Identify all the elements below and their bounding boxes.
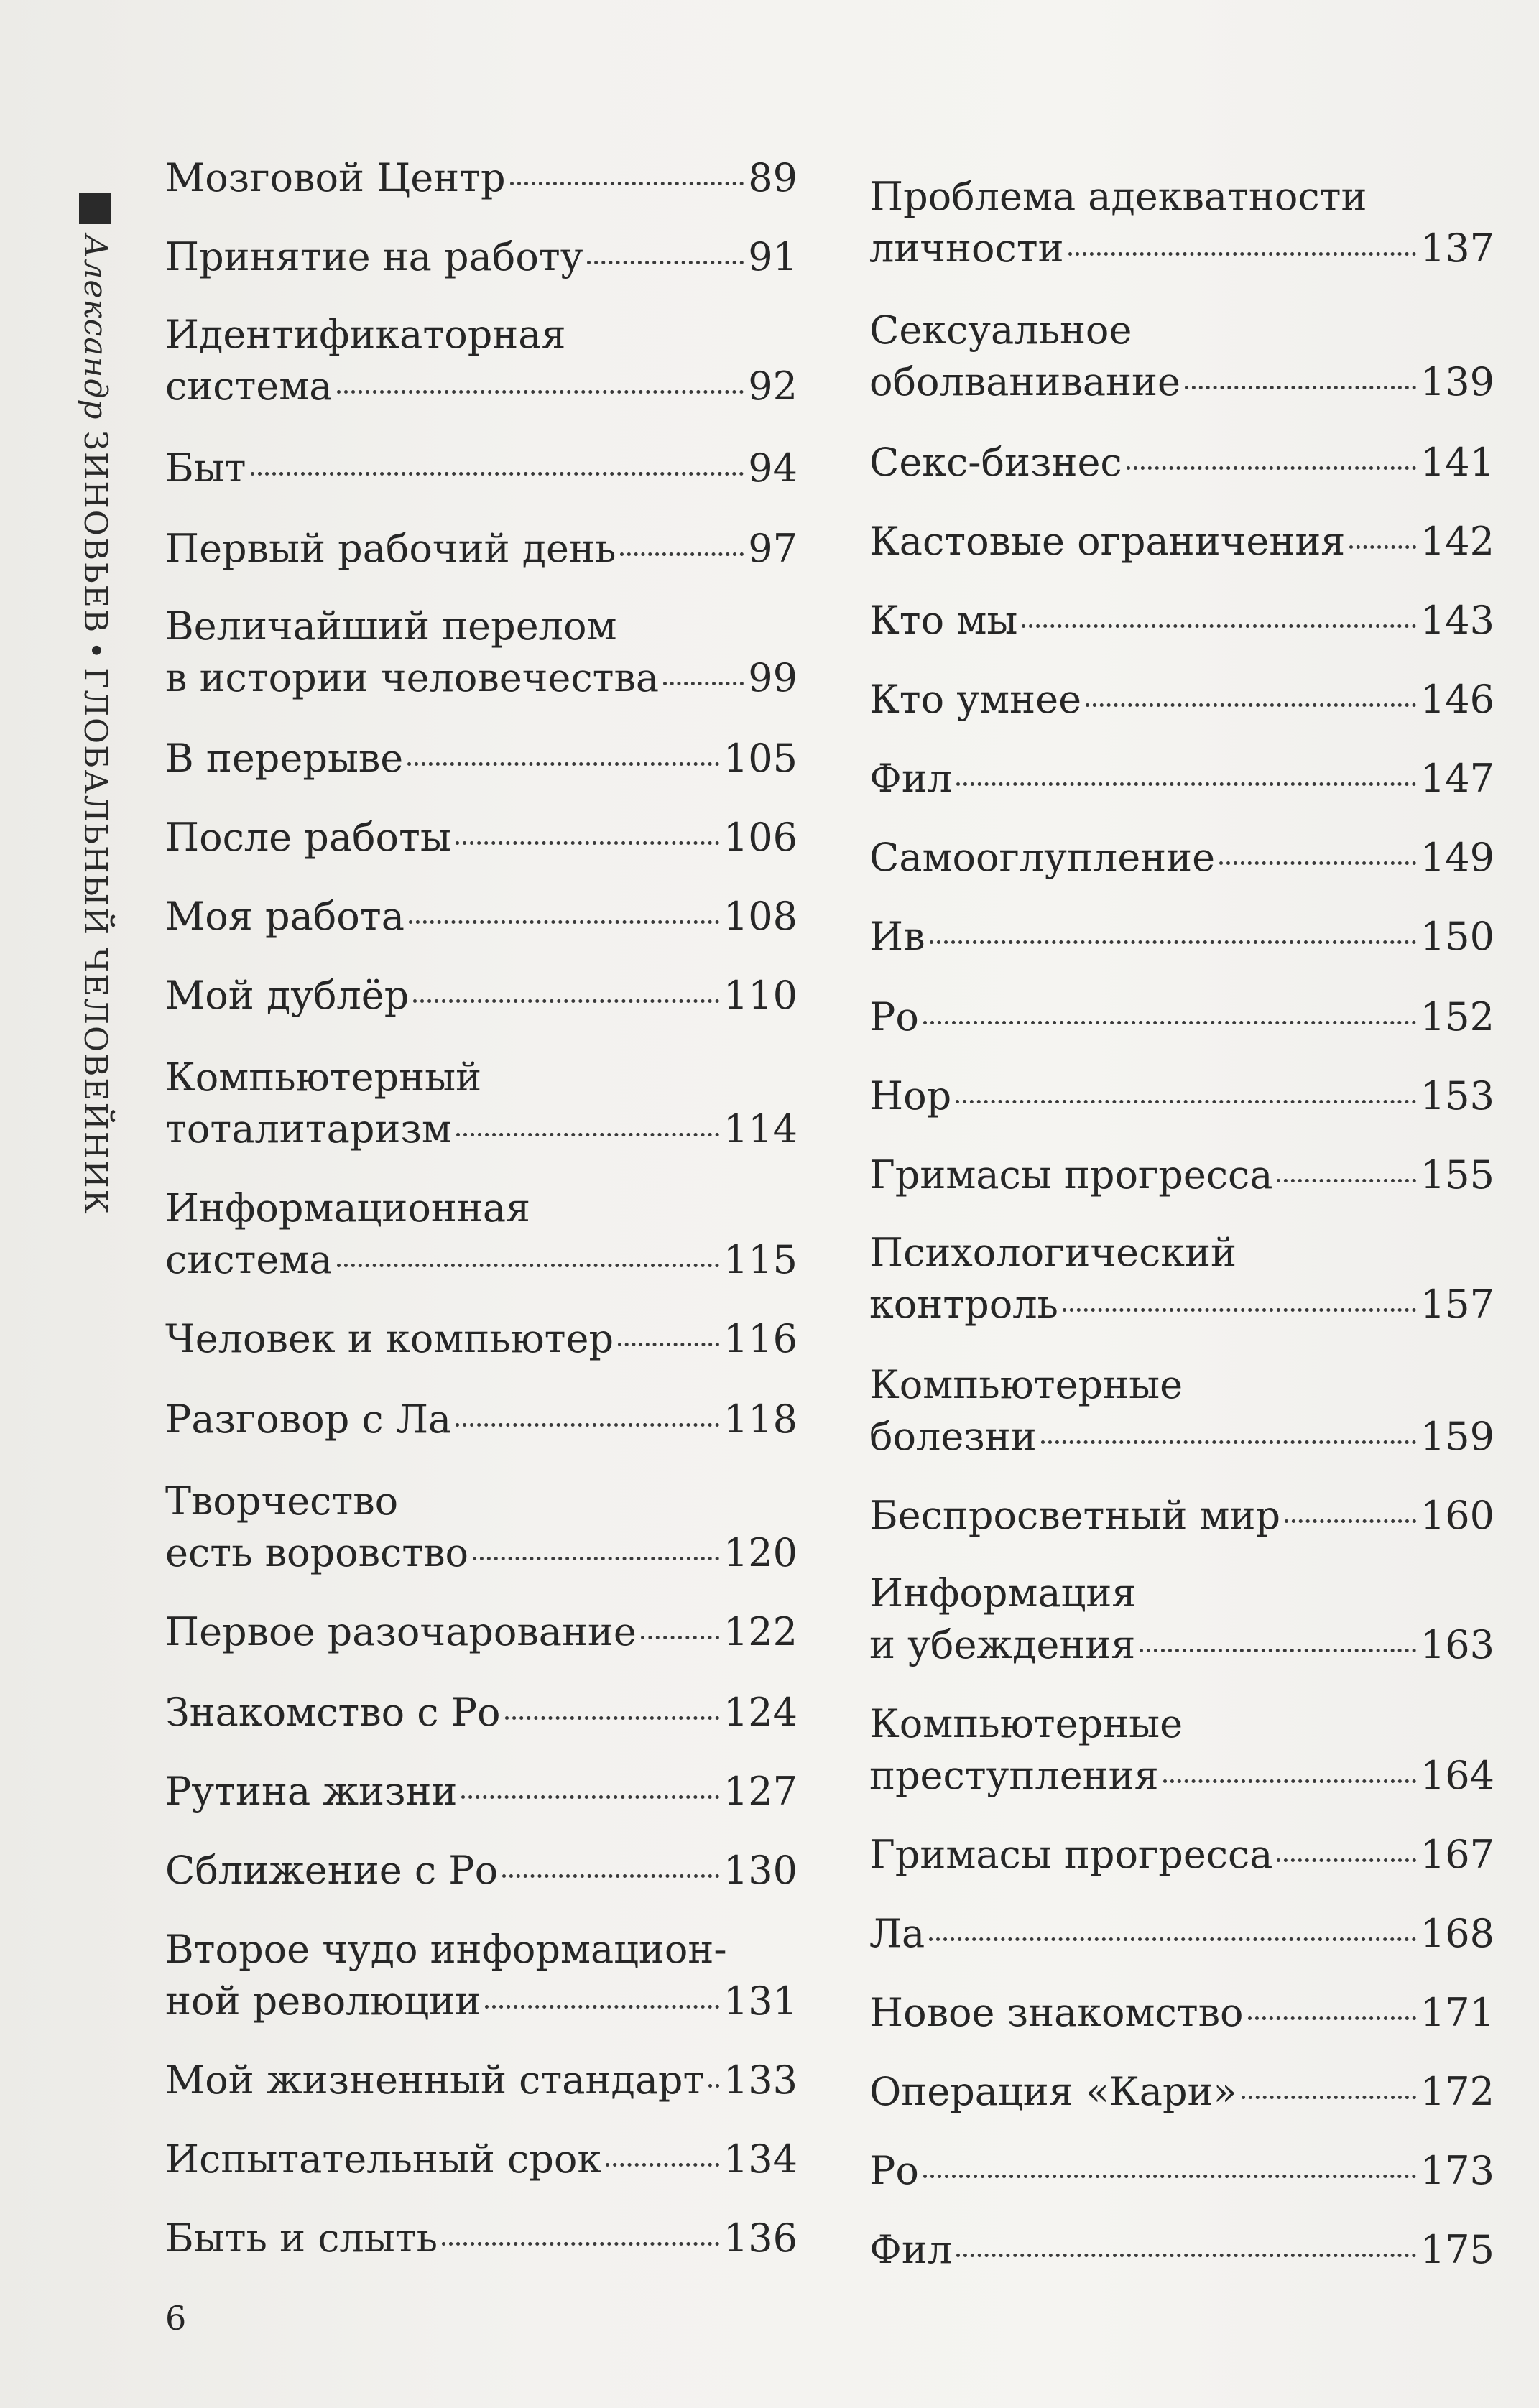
toc-entry-page: 143 [1420, 598, 1494, 643]
toc-entry-line [869, 2145, 1494, 2197]
toc-entry-title: Ро [869, 2148, 919, 2193]
toc-entry-line [165, 361, 798, 412]
toc-entry-title: Гримасы прогресса [869, 1832, 1273, 1877]
toc-entry-page: 94 [748, 445, 798, 491]
toc-entry-title: и убеждения [869, 1622, 1136, 1667]
toc-entry-title: Кто умнее [869, 677, 1082, 722]
toc-entry-title: в истории человечества [165, 655, 660, 700]
toc-entry-line [165, 1103, 798, 1155]
toc-entry-title: ной революции [165, 1978, 481, 2024]
toc-entry-page: 168 [1420, 1911, 1494, 1956]
toc-entry-title: Гримасы прогресса [869, 1152, 1273, 1198]
toc-entry-title: Фил [869, 2227, 953, 2272]
dot-leader [956, 782, 1416, 786]
toc-entry-line [869, 2066, 1494, 2118]
toc-entry[interactable] [165, 970, 798, 1022]
dot-leader [956, 2254, 1416, 2257]
dot-leader [1041, 1440, 1416, 1444]
dot-leader [956, 1100, 1416, 1103]
dot-leader [485, 2005, 719, 2009]
dot-leader [505, 1716, 719, 1720]
toc-entry[interactable] [869, 1698, 1494, 1802]
toc-entry-title-first-line: Компьютерные [869, 1362, 1183, 1407]
toc-entry[interactable] [869, 991, 1494, 1043]
toc-entry[interactable] [165, 523, 798, 575]
toc-entry-line [869, 753, 1494, 805]
toc-entry-line [869, 991, 1494, 1043]
dot-leader [620, 552, 744, 556]
dot-leader [708, 2084, 719, 2088]
toc-entry-title: Операция «Кари» [869, 2069, 1237, 2114]
toc-entry-title: Беспросветный мир [869, 1493, 1281, 1538]
toc-entry-title-first-line: Проблема адекватности [869, 174, 1367, 219]
toc-entry-title-first-line: Второе чудо информацион- [165, 1927, 727, 1972]
toc-entry-page: 133 [723, 2057, 798, 2103]
dot-leader [1248, 2016, 1416, 2020]
toc-entry-line [165, 1687, 798, 1738]
toc-entry-title-first-line: Творчество [165, 1478, 399, 1524]
dot-leader [641, 1636, 719, 1639]
toc-entry[interactable] [165, 1182, 798, 1286]
toc-entry[interactable] [165, 443, 798, 494]
toc-entry-page: 110 [723, 973, 798, 1018]
toc-entry[interactable] [165, 1394, 798, 1445]
toc-entry-line [165, 652, 798, 704]
toc-entry-title: Моя работа [165, 894, 405, 939]
dot-leader [502, 1874, 719, 1878]
toc-entry-page: 91 [748, 234, 798, 279]
toc-entry-page: 97 [748, 526, 798, 571]
toc-entry-page: 99 [748, 655, 798, 700]
toc-entry[interactable] [869, 2145, 1494, 2197]
toc-entry-page: 141 [1420, 440, 1494, 485]
toc-entry-page: 130 [723, 1848, 798, 1893]
toc-entry[interactable] [165, 733, 798, 784]
toc-entry-title: Знакомство с Ро [165, 1690, 501, 1735]
toc-entry[interactable] [165, 309, 798, 412]
toc-entry-page: 127 [723, 1769, 798, 1814]
running-header [77, 234, 114, 1312]
toc-entry-line [165, 152, 798, 204]
toc-entry-title: Мозговой Центр [165, 155, 506, 200]
toc-entry-page: 149 [1420, 835, 1494, 880]
toc-entry-title: Быть и слыть [165, 2215, 438, 2261]
toc-entry-line [869, 1279, 1494, 1330]
dot-leader [461, 1795, 718, 1799]
toc-entry-page: 139 [1420, 359, 1494, 404]
toc-entry-line [869, 1070, 1494, 1122]
toc-entry-title: Разговор с Ла [165, 1397, 452, 1442]
dot-leader [663, 682, 744, 685]
toc-entry-title: Самооглупление [869, 835, 1216, 880]
dot-leader [1063, 1308, 1416, 1312]
toc-entry-title: Сближение с Ро [165, 1848, 499, 1893]
toc-entry[interactable] [869, 1149, 1494, 1201]
dot-leader [1022, 624, 1416, 628]
toc-entry[interactable] [869, 911, 1494, 963]
toc-entry[interactable] [165, 1687, 798, 1738]
toc-entry[interactable] [165, 1052, 798, 1155]
toc-entry-title: Человек и компьютер [165, 1316, 614, 1361]
toc-entry-title: преступления [869, 1753, 1159, 1798]
toc-entry[interactable] [869, 1908, 1494, 1960]
toc-entry-line [869, 1411, 1494, 1463]
toc-entry-line [165, 1845, 798, 1897]
toc-entry-title: Ла [869, 1911, 925, 1956]
dot-leader [251, 472, 744, 476]
toc-entry-title: Мой дублёр [165, 973, 410, 1018]
toc-entry-line [165, 1234, 798, 1286]
toc-entry[interactable] [869, 1567, 1494, 1671]
toc-entry[interactable] [869, 2066, 1494, 2118]
toc-entry-page: 147 [1420, 756, 1494, 801]
dot-leader [1185, 386, 1416, 389]
dot-leader [442, 2242, 719, 2246]
toc-entry-line [165, 231, 798, 283]
toc-entry-title: В перерыве [165, 736, 404, 781]
dot-leader [407, 762, 719, 766]
dot-leader [618, 1343, 719, 1346]
toc-entry[interactable] [869, 437, 1494, 488]
toc-entry-page: 118 [723, 1397, 798, 1442]
toc-entry-title: Мой жизненный стандарт [165, 2057, 705, 2103]
toc-entry-page: 137 [1420, 226, 1494, 271]
toc-entry[interactable] [869, 1359, 1494, 1463]
toc-entry-line [869, 832, 1494, 884]
dot-leader [456, 1133, 719, 1136]
dot-leader [1163, 1779, 1416, 1783]
toc-entry-line [869, 1149, 1494, 1201]
toc-entry-page: 115 [723, 1237, 798, 1282]
toc-entry-line [869, 911, 1494, 963]
dot-leader [606, 2163, 719, 2167]
dot-leader [1127, 466, 1416, 470]
toc-entry[interactable] [869, 1070, 1494, 1122]
dot-leader [923, 1021, 1416, 1024]
toc-entry-page: 134 [723, 2136, 798, 2182]
toc-entry-page: 89 [748, 155, 798, 200]
toc-entry[interactable] [165, 231, 798, 283]
toc-entry-page: 105 [723, 736, 798, 781]
toc-entry-line [869, 1490, 1494, 1542]
header-separator: • [77, 641, 114, 661]
toc-entry[interactable] [869, 832, 1494, 884]
toc-entry-page: 150 [1420, 914, 1494, 959]
dot-leader [1219, 861, 1416, 865]
toc-entry-line [165, 1766, 798, 1817]
toc-entry[interactable] [869, 595, 1494, 647]
toc-entry-title-first-line: Величайший перелом [165, 603, 617, 649]
toc-entry-title: Ив [869, 914, 925, 959]
toc-entry-title: Секс-бизнес [869, 440, 1122, 485]
toc-entry[interactable] [869, 1829, 1494, 1881]
dot-leader [510, 182, 744, 185]
toc-entry-page: 106 [723, 815, 798, 860]
toc-entry[interactable] [165, 1845, 798, 1897]
toc-entry-page: 155 [1420, 1152, 1494, 1198]
toc-entry-line [869, 2224, 1494, 2276]
toc-entry-title: Нор [869, 1073, 952, 1119]
dot-leader [473, 1557, 719, 1560]
toc-entry-line [165, 1976, 798, 2027]
toc-entry[interactable] [869, 1227, 1494, 1330]
toc-entry[interactable] [165, 1313, 798, 1365]
toc-entry-title: личности [869, 226, 1064, 271]
toc-entry-page: 172 [1420, 2069, 1494, 2114]
toc-entry[interactable] [165, 1476, 798, 1579]
toc-entry-line [869, 516, 1494, 568]
toc-entry-title: Первый рабочий день [165, 526, 616, 571]
dot-leader [413, 999, 719, 1003]
toc-entry[interactable] [869, 1987, 1494, 2039]
toc-entry-page: 122 [723, 1609, 798, 1654]
toc-entry-title-first-line: Информация [869, 1570, 1137, 1616]
toc-entry-page: 108 [723, 894, 798, 939]
toc-entry[interactable] [165, 2055, 798, 2106]
toc-entry-title-first-line: Компьютерный [165, 1055, 482, 1100]
toc-entry-line [869, 1619, 1494, 1671]
page-number: 6 [165, 2299, 187, 2338]
header-author-last: ЗИНОВЬЕВ [77, 430, 114, 634]
toc-entry-page: 171 [1420, 1990, 1494, 2035]
dot-leader [337, 1264, 719, 1267]
toc-entry[interactable] [165, 1606, 798, 1658]
toc-entry-line [869, 223, 1494, 274]
toc-entry-title: система [165, 1237, 333, 1282]
toc-entry-title: Испытательный срок [165, 2136, 602, 2182]
toc-entry-page: 114 [723, 1106, 798, 1152]
header-block-mark [79, 193, 111, 224]
dot-leader [923, 2175, 1416, 2178]
toc-entry-title-first-line: Психологический [869, 1230, 1237, 1275]
dot-leader [1140, 1649, 1416, 1652]
toc-entry-title: Ро [869, 994, 919, 1039]
toc-entry-line [165, 891, 798, 943]
toc-entry-title: Новое знакомство [869, 1990, 1244, 2035]
toc-entry-line [165, 812, 798, 863]
toc-entry-line [165, 1394, 798, 1445]
toc-entry-title: Принятие на работу [165, 234, 583, 279]
dot-leader [930, 940, 1416, 944]
toc-entry-title: Быт [165, 445, 246, 491]
toc-entry-page: 152 [1420, 994, 1494, 1039]
toc-entry[interactable] [165, 891, 798, 943]
toc-entry-page: 153 [1420, 1073, 1494, 1119]
toc-entry-title: После работы [165, 815, 451, 860]
toc-entry-page: 142 [1420, 519, 1494, 564]
toc-entry-title: Кто мы [869, 598, 1018, 643]
toc-entry-line [165, 1313, 798, 1365]
toc-entry-title: тоталитаризм [165, 1106, 452, 1152]
toc-entry-page: 164 [1420, 1753, 1494, 1798]
toc-entry-title: Рутина жизни [165, 1769, 458, 1814]
toc-entry-page: 173 [1420, 2148, 1494, 2193]
toc-entry-page: 159 [1420, 1414, 1494, 1459]
dot-leader [1285, 1519, 1416, 1523]
toc-entry-line [869, 595, 1494, 647]
toc-entry-line [165, 2134, 798, 2185]
header-author [77, 234, 114, 634]
toc-entry-page: 167 [1420, 1832, 1494, 1877]
toc-entry-line [165, 1527, 798, 1579]
dot-leader [456, 841, 719, 845]
dot-leader [1086, 703, 1416, 707]
toc-entry-page: 120 [723, 1530, 798, 1575]
dot-leader [1349, 545, 1416, 549]
toc-entry-line [165, 970, 798, 1022]
toc-entry-line [165, 2213, 798, 2264]
dot-leader [1068, 252, 1416, 256]
dot-leader [587, 261, 744, 264]
toc-entry-page: 124 [723, 1690, 798, 1735]
toc-entry[interactable] [869, 2224, 1494, 2276]
toc-entry[interactable] [165, 1766, 798, 1817]
toc-entry-title: контроль [869, 1282, 1058, 1327]
dot-leader [1277, 1179, 1415, 1182]
toc-entry[interactable] [165, 2213, 798, 2264]
dot-leader [1242, 2096, 1416, 2099]
toc-entry-line [869, 1908, 1494, 1960]
dot-leader [456, 1423, 719, 1427]
toc-entry-line [165, 733, 798, 784]
toc-entry-title: болезни [869, 1414, 1037, 1459]
toc-entry[interactable] [869, 1490, 1494, 1542]
toc-entry-page: 157 [1420, 1282, 1494, 1327]
toc-entry-title: есть воровство [165, 1530, 469, 1575]
toc-entry-line [165, 523, 798, 575]
toc-entry-title: Кастовые ограничения [869, 519, 1346, 564]
toc-entry[interactable] [165, 1924, 798, 2027]
toc-entry-title-first-line: Информационная [165, 1185, 531, 1231]
toc-entry-line [869, 1829, 1494, 1881]
toc-entry-title: Первое разочарование [165, 1609, 637, 1654]
toc-entry-title-first-line: Компьютерные [869, 1701, 1183, 1746]
toc-entry-line [165, 2055, 798, 2106]
toc-entry-title-first-line: Идентификаторная [165, 312, 566, 357]
toc-entry[interactable] [165, 2134, 798, 2185]
toc-entry-line [869, 356, 1494, 408]
toc-entry-page: 163 [1420, 1622, 1494, 1667]
toc-entry-line [165, 443, 798, 494]
toc-entry[interactable] [869, 753, 1494, 805]
header-title: ГЛОБАЛЬНЫЙ ЧЕЛОВЕЙНИК [77, 667, 114, 1215]
toc-entry-page: 92 [748, 363, 798, 409]
toc-entry-page: 131 [723, 1978, 798, 2024]
toc-entry[interactable] [869, 516, 1494, 568]
toc-entry-page: 146 [1420, 677, 1494, 722]
toc-entry[interactable] [869, 674, 1494, 726]
toc-entry[interactable] [869, 171, 1494, 274]
toc-entry-title: Фил [869, 756, 953, 801]
toc-entry-title-first-line: Сексуальное [869, 307, 1132, 353]
toc-entry-title: оболванивание [869, 359, 1180, 404]
toc-entry-line [165, 1606, 798, 1658]
dot-leader [1277, 1858, 1415, 1862]
toc-entry-line [869, 1987, 1494, 2039]
toc-entry-line [869, 1750, 1494, 1802]
toc-entry[interactable] [165, 152, 798, 204]
header-author-first: Александр [77, 234, 114, 420]
toc-entry[interactable] [869, 305, 1494, 408]
toc-entry[interactable] [165, 812, 798, 863]
toc-entry-title: система [165, 363, 333, 409]
toc-entry-page: 116 [723, 1316, 798, 1361]
dot-leader [409, 920, 719, 924]
dot-leader [929, 1937, 1416, 1941]
dot-leader [337, 390, 744, 394]
toc-entry-page: 136 [723, 2215, 798, 2261]
toc-entry-line [869, 437, 1494, 488]
toc-entry-page: 160 [1420, 1493, 1494, 1538]
toc-entry[interactable] [165, 601, 798, 704]
toc-entry-line [869, 674, 1494, 726]
toc-entry-page: 175 [1420, 2227, 1494, 2272]
